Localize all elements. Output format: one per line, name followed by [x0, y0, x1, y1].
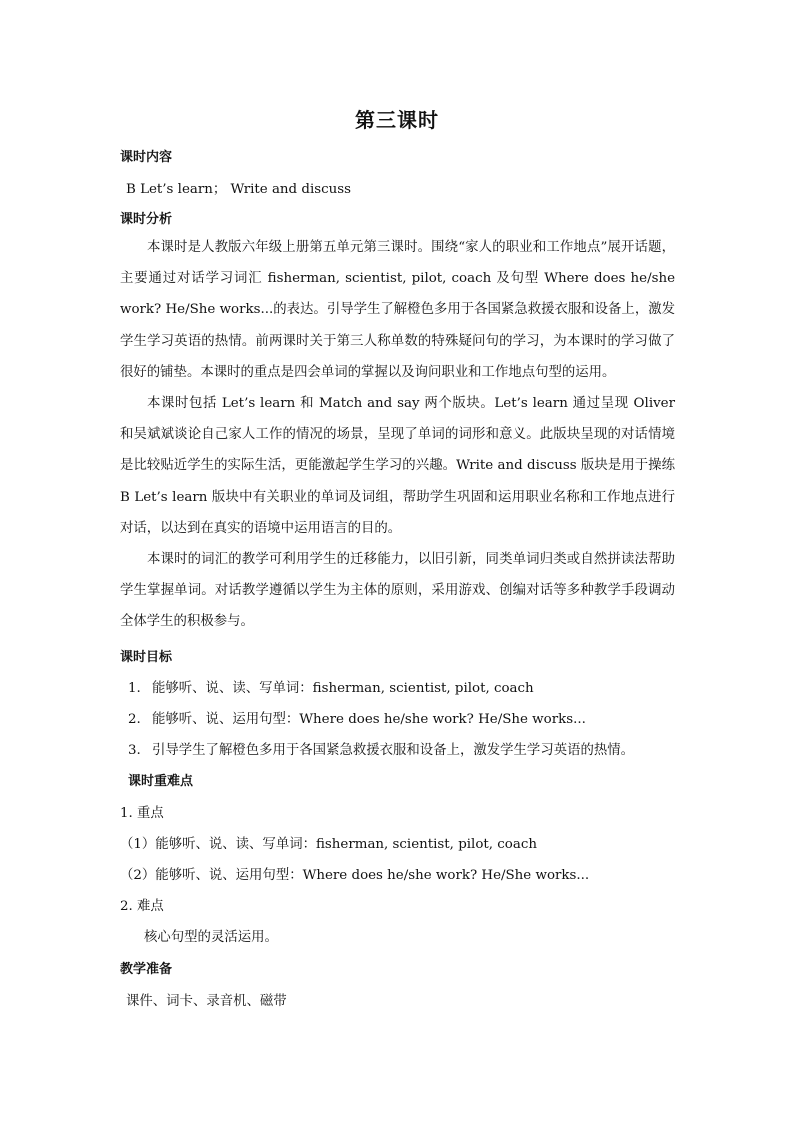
goal-item	[128, 677, 534, 696]
section-heading-analysis: 课时分析	[120, 212, 173, 227]
goal-item	[128, 708, 586, 727]
goal-item	[128, 739, 634, 758]
goal-text: 能够听、说、运用句型：Where does he/she work? He/She works...	[152, 712, 586, 727]
section-heading-content: 课时内容	[120, 150, 173, 165]
focus-label: 1. 重点	[120, 806, 164, 821]
analysis-paragraph-3: 本课时的词汇的教学可利用学生的迁移能力，以旧引新，同类单词归类或自然拼读法帮助学生掌握单词。对话教学遵循以学生为主体的原则，采用游戏、创编对话等多种教学手段调动全体学生的积极参与。	[120, 552, 675, 630]
section-heading-prep: 教学准备	[120, 962, 173, 977]
goal-text: 引导学生了解橙色多用于各国紧急救援衣服和设备上，激发学生学习英语的热情。	[152, 743, 635, 758]
difficulty-text: 核心句型的灵活运用。	[144, 930, 278, 945]
goal-number: 1.	[128, 681, 141, 696]
difficulty-label: 2. 难点	[120, 899, 164, 914]
analysis-paragraph-1: 本课时是人教版六年级上册第五单元第三课时。围绕“家人的职业和工作地点”展开话题，主要通过对话学习词汇 fisherman, scientist, pilot, coach 及句型 Where does he/she work? He/She works...的表达。引导学生了解橙色多用于各国紧急救援衣服和设备上，激发学生学习英语的热情。前两课时关于第三人称单数的特殊疑问句的学习，为本课时的学习做了很好的铺垫。本课时的重点是四会单词的掌握以及询问职业和工作地点句型的运用。	[120, 240, 675, 380]
goal-text: 能够听、说、读、写单词：fisherman, scientist, pilot, coach	[152, 681, 534, 696]
section-heading-key-points: 课时重难点	[128, 774, 194, 789]
focus-item: （2）能够听、说、运用句型：Where does he/she work? He/She works...	[120, 868, 590, 883]
goal-number: 2.	[128, 712, 141, 727]
analysis-paragraph-2: 本课时包括 Let’s learn 和 Match and say 两个版块。Let’s learn 通过呈现 Oliver 和吴斌斌谈论自己家人工作的情况的场景，呈现了单词的词形和意义。此版块呈现的对话情境是比较贴近学生的实际生活，更能激起学生学习的兴趣。Write and discuss 版块是用于操练 B Let’s learn 版块中有关职业的单词及词组，帮助学生巩固和运用职业名称和工作地点进行对话，以达到在真实的语境中运用语言的目的。	[120, 396, 675, 536]
section-heading-goals: 课时目标	[120, 650, 173, 665]
prep-text: 课件、词卡、录音机、磁带	[126, 994, 287, 1009]
focus-item: （1）能够听、说、读、写单词：fisherman, scientist, pilot, coach	[120, 837, 537, 852]
content-text: B Let’s learn； Write and discuss	[126, 182, 351, 197]
page-title: 第三课时	[355, 108, 439, 132]
goal-number: 3.	[128, 743, 141, 758]
